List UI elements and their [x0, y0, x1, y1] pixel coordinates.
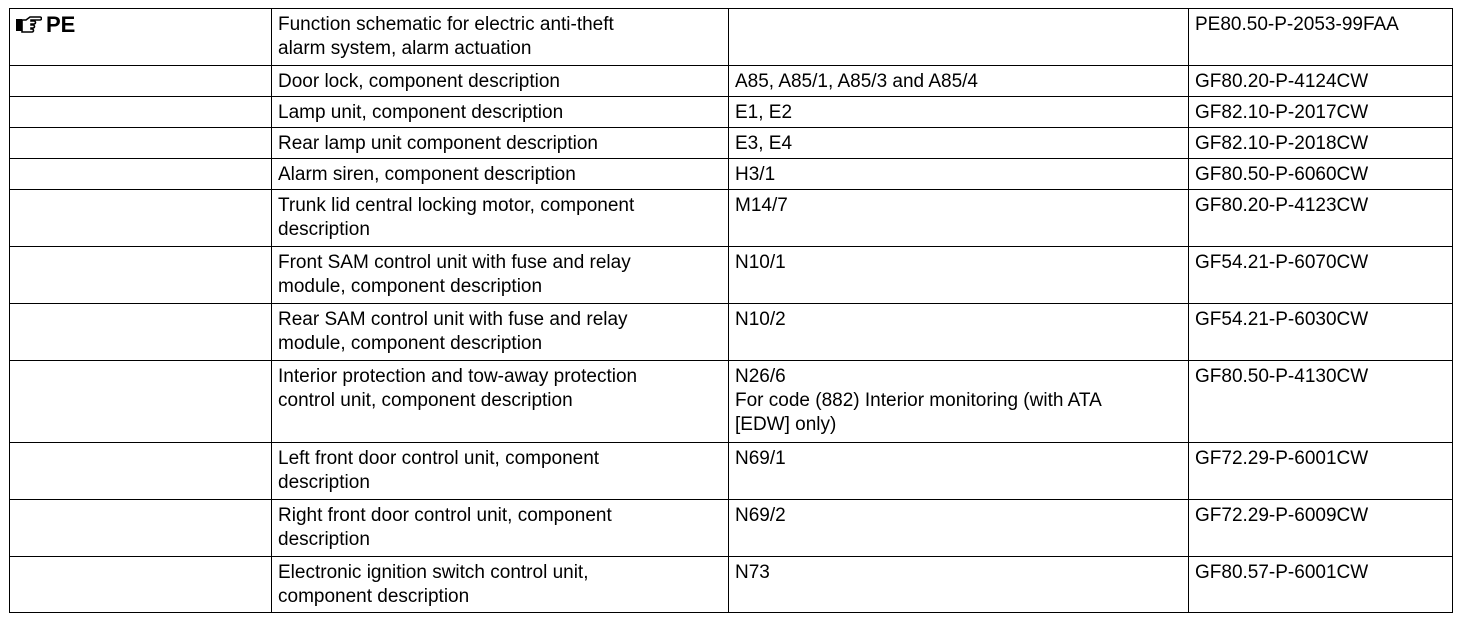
description-text: Trunk lid central locking motor, component: [278, 195, 635, 216]
document-cell: [1189, 190, 1453, 247]
description-text: Electronic ignition switch control unit,: [278, 562, 589, 583]
description-text: Right front door control unit, component: [278, 505, 612, 526]
table-row: [10, 500, 1453, 557]
section-cell: [10, 557, 272, 613]
section-cell: [10, 190, 272, 247]
table-row: [10, 247, 1453, 304]
section-cell: [10, 443, 272, 500]
document-cell: [1189, 128, 1453, 159]
component-cell: [729, 500, 1189, 557]
table-row: [10, 66, 1453, 97]
description-cell: [272, 66, 729, 97]
description-text: Rear SAM control unit with fuse and relay: [278, 309, 628, 330]
component-cell: [729, 361, 1189, 443]
description-cell: [272, 128, 729, 159]
description-text: Door lock, component description: [278, 71, 560, 92]
document-reference-link[interactable]: GF54.21-P-6030CW: [1195, 309, 1369, 330]
document-cell: [1189, 500, 1453, 557]
component-text: [EDW] only): [735, 414, 837, 435]
section-cell: [10, 361, 272, 443]
section-cell: [10, 97, 272, 128]
component-cell: [729, 128, 1189, 159]
description-text: Lamp unit, component description: [278, 102, 564, 123]
component-text: N73: [735, 562, 770, 583]
table-row: [10, 97, 1453, 128]
table-row: [10, 159, 1453, 190]
document-reference-link[interactable]: GF80.57-P-6001CW: [1195, 562, 1369, 583]
component-cell: [729, 190, 1189, 247]
section-marker: [14, 13, 75, 37]
document-reference-link[interactable]: GF80.20-P-4124CW: [1195, 71, 1369, 92]
component-text: N10/1: [735, 252, 786, 273]
document-cell: [1189, 557, 1453, 613]
reference-table: [9, 8, 1453, 613]
table-row: [10, 9, 1453, 66]
document-reference-link[interactable]: GF80.50-P-6060CW: [1195, 164, 1369, 185]
component-cell: [729, 443, 1189, 500]
document-reference-link[interactable]: GF82.10-P-2017CW: [1195, 102, 1369, 123]
document-reference-link[interactable]: GF80.50-P-4130CW: [1195, 366, 1369, 387]
document-cell: [1189, 443, 1453, 500]
component-text: E1, E2: [735, 102, 793, 123]
component-cell: [729, 159, 1189, 190]
description-text: Interior protection and tow-away protection: [278, 366, 638, 387]
document-reference-link[interactable]: GF80.20-P-4123CW: [1195, 195, 1369, 216]
description-cell: [272, 304, 729, 361]
description-text: description: [278, 219, 370, 240]
section-cell: [10, 500, 272, 557]
description-cell: [272, 247, 729, 304]
description-cell: [272, 190, 729, 247]
document-cell: [1189, 247, 1453, 304]
description-text: description: [278, 472, 370, 493]
description-text: Alarm siren, component description: [278, 164, 576, 185]
document-cell: [1189, 66, 1453, 97]
component-text: N69/2: [735, 505, 786, 526]
component-cell: [729, 97, 1189, 128]
component-text: A85, A85/1, A85/3 and A85/4: [735, 71, 978, 92]
component-text: N69/1: [735, 448, 786, 469]
description-cell: [272, 557, 729, 613]
description-cell: [272, 159, 729, 190]
component-cell: [729, 9, 1189, 66]
table-row: [10, 557, 1453, 613]
section-cell: [10, 9, 272, 66]
reference-table-body: [10, 9, 1453, 613]
component-cell: [729, 247, 1189, 304]
description-text: Front SAM control unit with fuse and relay: [278, 252, 631, 273]
description-text: alarm system, alarm actuation: [278, 38, 532, 59]
table-row: [10, 361, 1453, 443]
document-cell: [1189, 304, 1453, 361]
description-cell: [272, 9, 729, 66]
document-cell: [1189, 9, 1453, 66]
component-cell: [729, 304, 1189, 361]
section-cell: [10, 304, 272, 361]
document-reference-link[interactable]: GF54.21-P-6070CW: [1195, 252, 1369, 273]
description-text: module, component description: [278, 276, 543, 297]
section-label: PE: [46, 12, 76, 37]
document-reference-link[interactable]: GF72.29-P-6001CW: [1195, 448, 1369, 469]
component-cell: [729, 66, 1189, 97]
description-text: Left front door control unit, component: [278, 448, 600, 469]
component-text: N26/6: [735, 366, 786, 387]
description-text: description: [278, 529, 370, 550]
description-text: module, component description: [278, 333, 543, 354]
component-text: For code (882) Interior monitoring (with ATA: [735, 390, 1102, 411]
description-cell: [272, 443, 729, 500]
document-reference-link[interactable]: PE80.50-P-2053-99FAA: [1195, 14, 1399, 35]
description-cell: [272, 97, 729, 128]
document-cell: [1189, 361, 1453, 443]
document-reference-link[interactable]: GF82.10-P-2018CW: [1195, 133, 1369, 154]
description-text: Function schematic for electric anti-theft: [278, 14, 614, 35]
table-row: [10, 190, 1453, 247]
section-cell: [10, 159, 272, 190]
document-cell: [1189, 97, 1453, 128]
component-cell: [729, 557, 1189, 613]
description-text: component description: [278, 586, 470, 607]
description-text: Rear lamp unit component description: [278, 133, 599, 154]
description-cell: [272, 500, 729, 557]
section-cell: [10, 66, 272, 97]
table-row: [10, 304, 1453, 361]
table-row: [10, 128, 1453, 159]
description-text: control unit, component description: [278, 390, 573, 411]
component-text: M14/7: [735, 195, 788, 216]
section-cell: [10, 128, 272, 159]
document-reference-link[interactable]: GF72.29-P-6009CW: [1195, 505, 1369, 526]
table-row: [10, 443, 1453, 500]
section-cell: [10, 247, 272, 304]
component-text: E3, E4: [735, 133, 793, 154]
description-cell: [272, 361, 729, 443]
document-cell: [1189, 159, 1453, 190]
component-text: H3/1: [735, 164, 776, 185]
hand-pointing-right-icon: [14, 15, 42, 35]
component-text: N10/2: [735, 309, 786, 330]
